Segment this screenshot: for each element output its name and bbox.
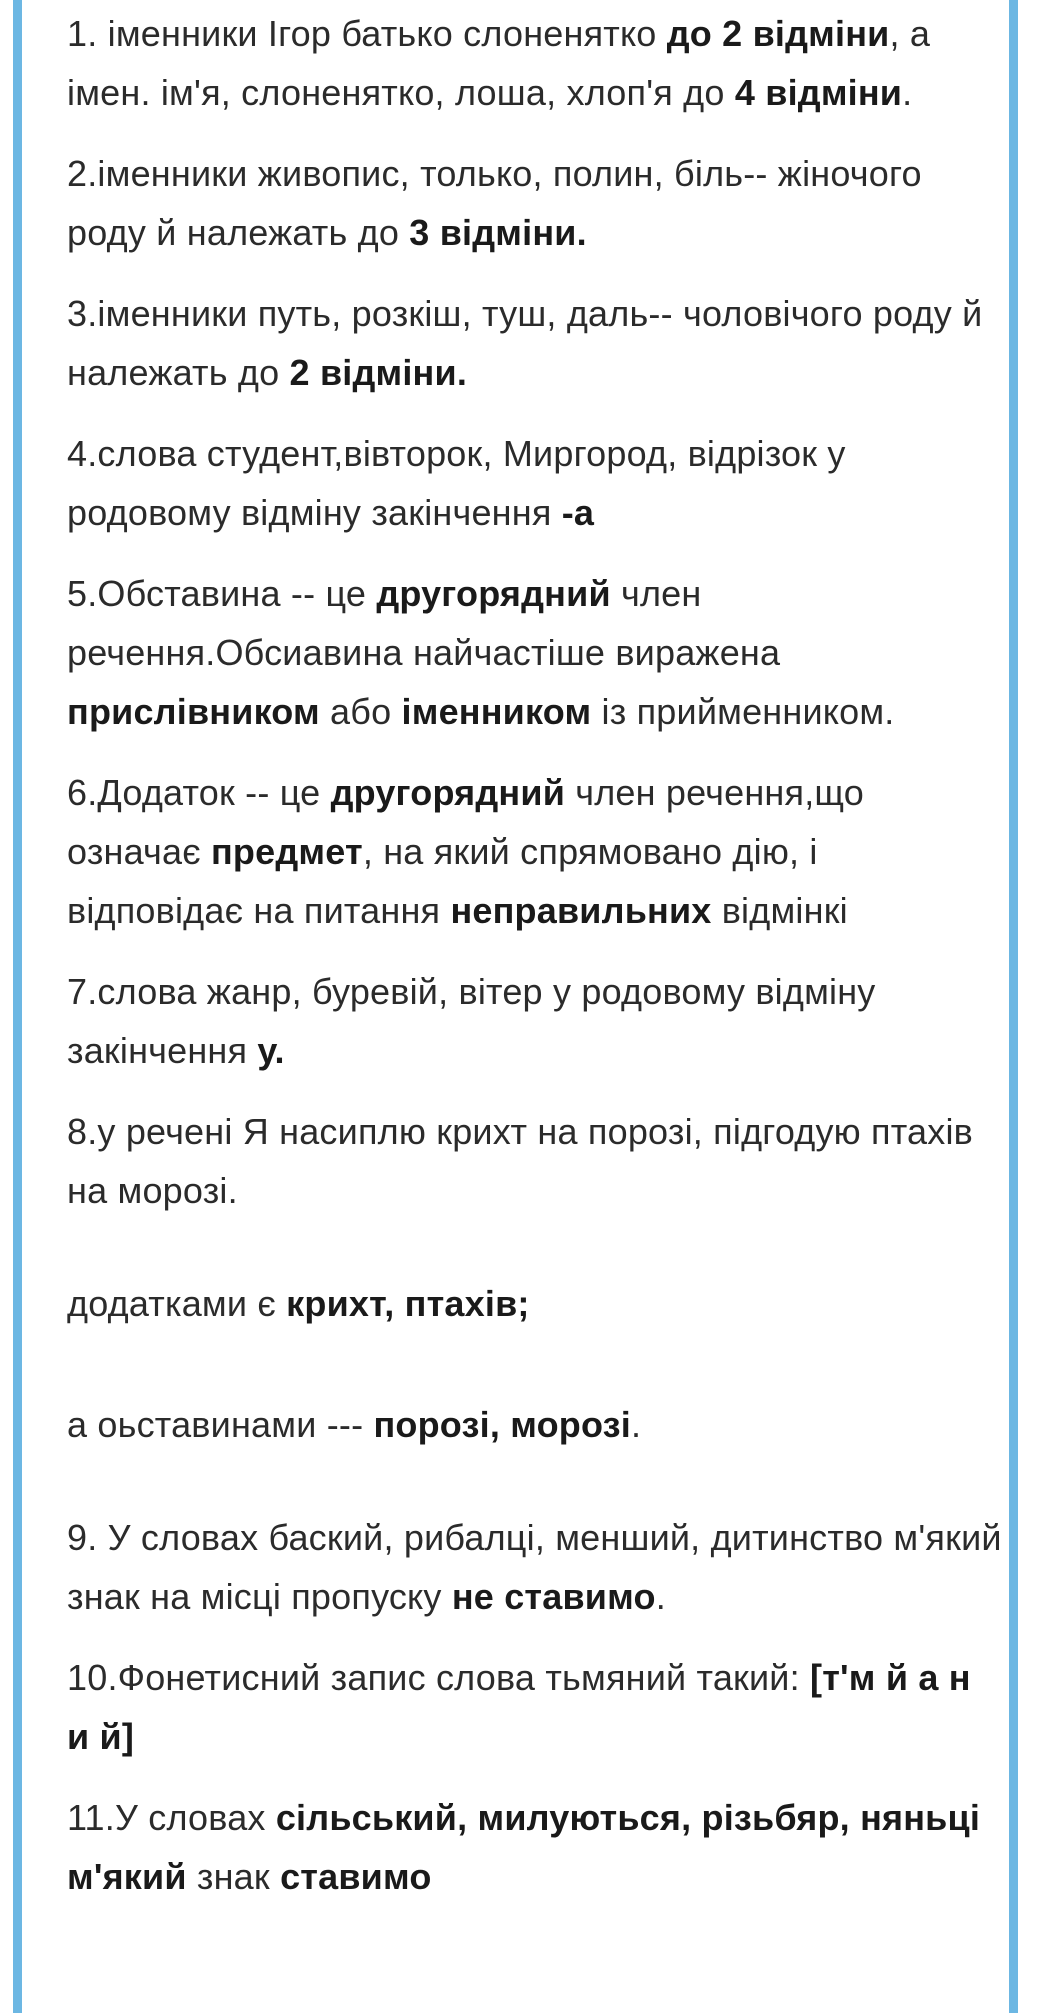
answer-item-7: 7.слова жанр, буревій, вітер у родовому відміну закінчення у. xyxy=(67,971,876,1071)
answer-item-3: 3.іменники путь, розкіш, туш, даль-- чоловічого роду й належать до 2 відміни. xyxy=(67,293,983,393)
answer-item-8: 8.у речені Я насиплю крихт на порозі, підгодую птахів на морозі. xyxy=(67,1111,973,1211)
answer-item-5: 5.Обставина -- це другорядний член речення.Обсиавина найчастіше виражена прислівником або іменником із прийменником. xyxy=(67,573,895,732)
answer-item-8-objects: додатками є крихт, птахів; xyxy=(67,1283,530,1324)
left-border-bar xyxy=(13,0,22,2013)
answer-item-10: 10.Фонетисний запис слова тьмяний такий: [т'м й а н и й] xyxy=(67,1657,971,1757)
answer-item-1: 1. іменники Ігор батько слоненятко до 2 відміни, а імен. ім'я, слоненятко, лоша, хлоп'я до 4 відміни. xyxy=(67,13,931,113)
answer-item-4: 4.слова студент,вівторок, Миргород, відрізок у родовому відміну закінчення -а xyxy=(67,433,846,533)
answer-content xyxy=(67,0,1002,1906)
right-border-bar xyxy=(1009,0,1018,2013)
answer-item-2: 2.іменники живопис, только, полин, біль-- жіночого роду й належать до 3 відміни. xyxy=(67,153,922,253)
answer-item-6: 6.Додаток -- це другорядний член речення,що означає предмет, на який спрямовано дію, і відповідає на питання неправильних відмінкі xyxy=(67,772,865,931)
answer-item-11: 11.У словах сільський, милуються, різьбяр, няньці м'який знак ставимо xyxy=(67,1797,981,1897)
answer-item-8-adverbials: а оьставинами --- порозі, морозі. xyxy=(67,1404,642,1445)
answer-item-9: 9. У словах баский, рибалці, менший, дитинство м'який знак на місці пропуску не ставимо. xyxy=(67,1517,1002,1617)
